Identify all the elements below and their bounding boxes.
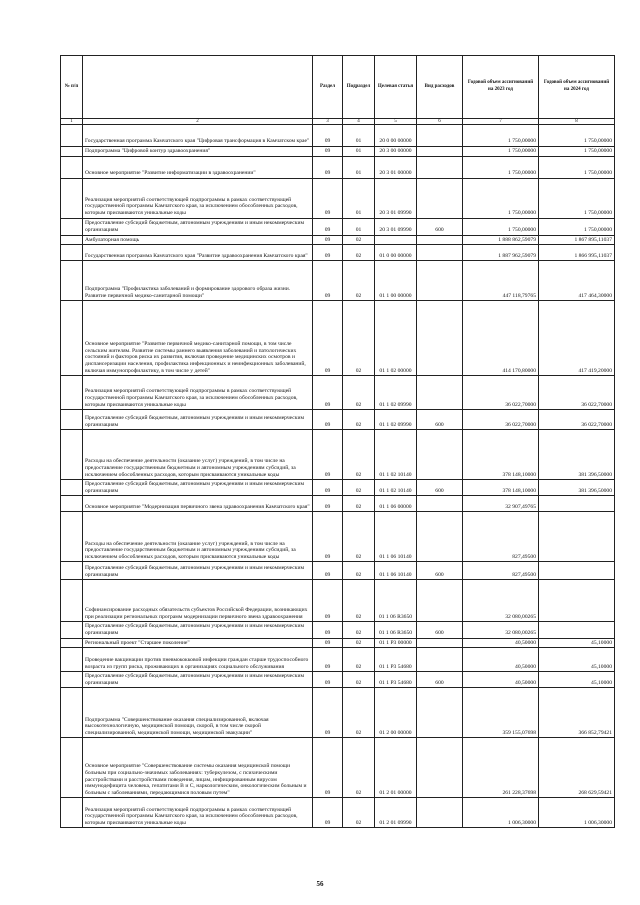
- cell-podrazdel: 02: [343, 245, 375, 261]
- cell-2024: [539, 580, 615, 622]
- cell-2024: 36 022,70000: [539, 410, 615, 430]
- cell-razdel: 09: [313, 301, 343, 376]
- cell-name: Расходы на обеспечение деятельности (оказание услуг) учреждений, в том числе на предоставление государственным бюджетным и автономным учреждениям субсидий, за исключением обособленных расходов, которым присваиваются уникальные коды: [83, 512, 313, 562]
- table-row: [61, 638, 615, 648]
- cell-name: Государственная программа Камчатского края "Цифровая трансформация в Камчатском крае": [83, 125, 313, 147]
- cell-2024: 1 750,00000: [539, 218, 615, 235]
- cell-2023: 378 148,10000: [463, 480, 539, 496]
- cell-name: Основное мероприятие "Модернизация первичного звена здравоохранения Камчатского края": [83, 496, 313, 512]
- cell-vr: 600: [417, 672, 463, 688]
- cell-2023: 1 750,00000: [463, 156, 539, 178]
- cell-vr: 600: [417, 480, 463, 496]
- cell-2023: 32 080,00265: [463, 622, 539, 638]
- cell-num: [61, 430, 83, 480]
- cell-2023: 359 155,07698: [463, 688, 539, 738]
- cell-2024: 381 396,50000: [539, 480, 615, 496]
- cell-name: Реализация мероприятий соответствующей подпрограммы в рамках соответствующей государственной программы Камчатского края, за исключением обособленных расходов, которым присваиваются уникальные коды: [83, 798, 313, 828]
- cell-2024: 1 006,30000: [539, 798, 615, 828]
- cell-vr: [417, 688, 463, 738]
- col-number: 7: [463, 119, 539, 125]
- table-row: [61, 798, 615, 828]
- cell-razdel: 09: [313, 688, 343, 738]
- cell-podrazdel: 02: [343, 410, 375, 430]
- cell-name: Предоставление субсидий бюджетным, автономным учреждениям и иным некоммерческим организациям: [83, 218, 313, 235]
- cell-razdel: 09: [313, 738, 343, 798]
- cell-name: Подпрограмма "Профилактика заболеваний и формирование здорового образа жизни. Развитие первичной медико-санитарной помощи": [83, 261, 313, 301]
- cell-num: [61, 245, 83, 261]
- cell-2023: 447 118,79765: [463, 261, 539, 301]
- cell-csr: 01 0 00 00000: [375, 245, 417, 261]
- cell-2023: 40,50000: [463, 638, 539, 648]
- cell-csr: [375, 235, 417, 245]
- cell-name: Предоставление субсидий бюджетным, автономным учреждениям и иным некоммерческим организациям: [83, 562, 313, 580]
- cell-2024: 381 396,50000: [539, 430, 615, 480]
- cell-podrazdel: 01: [343, 178, 375, 218]
- table-row: [61, 125, 615, 147]
- cell-num: [61, 376, 83, 410]
- table-row: [61, 245, 615, 261]
- table-row: [61, 178, 615, 218]
- table-row: [61, 156, 615, 178]
- cell-2023: 378 148,10000: [463, 430, 539, 480]
- cell-name: Государственная программа Камчатского края "Развитие здравоохранения Камчатского края": [83, 245, 313, 261]
- cell-vr: [417, 301, 463, 376]
- cell-num: [61, 480, 83, 496]
- cell-name: Софинансирование расходных обязательств субъектов Российской Федерации, возникающих при реализации региональных программ модернизации первичного звена здравоохранения: [83, 580, 313, 622]
- cell-vr: [417, 430, 463, 480]
- col-number: 6: [417, 119, 463, 125]
- cell-razdel: 09: [313, 147, 343, 157]
- budget-table: [60, 55, 615, 828]
- cell-2024: [539, 512, 615, 562]
- cell-name: Основное мероприятие "Развитие первичной медико-санитарной помощи, в том числе сельским жителям. Развитие системы раннего выявления заболеваний и патологических состояний и факторов риска их развития, включая проведение медицинских осмотров и диспансеризации населения, профилактика инфекционных и неинфекционных заболеваний, включая иммунопрофилактику, в том числе у детей": [83, 301, 313, 376]
- cell-vr: [417, 512, 463, 562]
- cell-csr: 20 3 01 09990: [375, 178, 417, 218]
- table-row: [61, 688, 615, 738]
- cell-2024: 1 867 895,11037: [539, 235, 615, 245]
- cell-vr: 600: [417, 562, 463, 580]
- cell-2023: 1 750,00000: [463, 218, 539, 235]
- cell-csr: 01 1 02 09990: [375, 410, 417, 430]
- cell-num: [61, 738, 83, 798]
- cell-csr: 20 0 00 00000: [375, 125, 417, 147]
- cell-vr: [417, 580, 463, 622]
- cell-name: Реализация мероприятий соответствующей подпрограммы в рамках соответствующей государственной программы Камчатского края, за исключением обособленных расходов, которым присваиваются уникальные коды: [83, 178, 313, 218]
- cell-podrazdel: 02: [343, 376, 375, 410]
- table-row: [61, 261, 615, 301]
- cell-name: Расходы на обеспечение деятельности (оказание услуг) учреждений, в том числе на предоставление государственным бюджетным и автономным учреждениям субсидий, за исключением обособленных расходов, которым присваиваются уникальные коды: [83, 430, 313, 480]
- table-row: [61, 496, 615, 512]
- cell-2023: 40,50000: [463, 648, 539, 672]
- cell-razdel: 09: [313, 512, 343, 562]
- cell-podrazdel: 02: [343, 261, 375, 301]
- cell-podrazdel: 02: [343, 480, 375, 496]
- cell-num: [61, 562, 83, 580]
- cell-2024: 1 750,00000: [539, 147, 615, 157]
- cell-razdel: 09: [313, 798, 343, 828]
- cell-razdel: 09: [313, 648, 343, 672]
- cell-num: [61, 672, 83, 688]
- cell-2024: 45,10000: [539, 648, 615, 672]
- cell-2024: 268 629,59421: [539, 738, 615, 798]
- header-csr: Целевая статья: [375, 56, 417, 119]
- cell-2023: 414 170,80000: [463, 301, 539, 376]
- cell-csr: 01 1 02 09990: [375, 376, 417, 410]
- header-row: [61, 56, 615, 119]
- cell-name: Амбулаторная помощь: [83, 235, 313, 245]
- cell-podrazdel: 02: [343, 235, 375, 245]
- cell-vr: [417, 496, 463, 512]
- cell-vr: [417, 147, 463, 157]
- cell-razdel: 09: [313, 580, 343, 622]
- cell-2023: 1 887 962,59079: [463, 245, 539, 261]
- cell-num: [61, 798, 83, 828]
- cell-razdel: 09: [313, 218, 343, 235]
- cell-vr: [417, 261, 463, 301]
- col-number: 2: [83, 119, 313, 125]
- cell-2024: 417 419,20000: [539, 301, 615, 376]
- cell-podrazdel: 01: [343, 147, 375, 157]
- col-number: 4: [343, 119, 375, 125]
- cell-razdel: 09: [313, 430, 343, 480]
- cell-name: Основное мероприятие "Развитие информатизации в здравоохранении": [83, 156, 313, 178]
- cell-num: [61, 178, 83, 218]
- table-row: [61, 512, 615, 562]
- col-number: 1: [61, 119, 83, 125]
- cell-podrazdel: 02: [343, 798, 375, 828]
- cell-2024: 45,10000: [539, 638, 615, 648]
- table-row: [61, 218, 615, 235]
- cell-name: Подпрограмма "Цифровой контур здравоохранения": [83, 147, 313, 157]
- cell-podrazdel: 02: [343, 430, 375, 480]
- table-row: [61, 147, 615, 157]
- cell-podrazdel: 02: [343, 562, 375, 580]
- cell-2023: 36 022,70000: [463, 376, 539, 410]
- cell-podrazdel: 02: [343, 688, 375, 738]
- cell-num: [61, 301, 83, 376]
- cell-2023: 40,50000: [463, 672, 539, 688]
- cell-csr: 01 1 02 10140: [375, 480, 417, 496]
- cell-2023: 1 750,00000: [463, 125, 539, 147]
- page-number: 56: [316, 880, 324, 888]
- cell-2024: 1 866 995,11037: [539, 245, 615, 261]
- cell-2024: [539, 562, 615, 580]
- cell-name: Предоставление субсидий бюджетным, автономным учреждениям и иным некоммерческим организациям: [83, 410, 313, 430]
- cell-csr: 20 3 01 09990: [375, 218, 417, 235]
- cell-2023: 1 750,00000: [463, 178, 539, 218]
- cell-name: Предоставление субсидий бюджетным, автономным учреждениям и иным некоммерческим организациям: [83, 480, 313, 496]
- cell-num: [61, 496, 83, 512]
- cell-2024: 1 750,00000: [539, 156, 615, 178]
- cell-num: [61, 512, 83, 562]
- cell-vr: [417, 738, 463, 798]
- cell-2023: 36 022,70000: [463, 410, 539, 430]
- header-2024: Годовой объем ассигнований на 2024 год: [539, 56, 615, 119]
- cell-razdel: 09: [313, 638, 343, 648]
- cell-podrazdel: 02: [343, 301, 375, 376]
- cell-podrazdel: 01: [343, 125, 375, 147]
- cell-vr: [417, 178, 463, 218]
- cell-vr: 600: [417, 622, 463, 638]
- cell-razdel: 09: [313, 496, 343, 512]
- cell-vr: [417, 638, 463, 648]
- cell-razdel: 09: [313, 178, 343, 218]
- col-number: 5: [375, 119, 417, 125]
- cell-razdel: 09: [313, 376, 343, 410]
- cell-num: [61, 156, 83, 178]
- cell-csr: 01 1 06 R3650: [375, 580, 417, 622]
- cell-podrazdel: 02: [343, 638, 375, 648]
- cell-vr: [417, 235, 463, 245]
- cell-razdel: 09: [313, 245, 343, 261]
- cell-num: [61, 235, 83, 245]
- col-number: 8: [539, 119, 615, 125]
- cell-razdel: 09: [313, 562, 343, 580]
- cell-podrazdel: 02: [343, 496, 375, 512]
- cell-podrazdel: 02: [343, 648, 375, 672]
- cell-csr: 01 1 P3 54680: [375, 672, 417, 688]
- cell-name: Проведение вакцинации против пневмококковой инфекции граждан старше трудоспособного возраста из групп риска, проживающих в организациях социального обслуживания: [83, 648, 313, 672]
- table-row: [61, 738, 615, 798]
- cell-num: [61, 218, 83, 235]
- cell-csr: 01 1 06 00000: [375, 496, 417, 512]
- cell-2023: 827,49500: [463, 562, 539, 580]
- cell-vr: [417, 156, 463, 178]
- table-row: [61, 480, 615, 496]
- col-number: 3: [313, 119, 343, 125]
- cell-csr: 01 1 P3 00000: [375, 638, 417, 648]
- cell-podrazdel: 02: [343, 738, 375, 798]
- cell-razdel: 09: [313, 622, 343, 638]
- cell-razdel: 09: [313, 261, 343, 301]
- table-row: [61, 301, 615, 376]
- cell-vr: 600: [417, 218, 463, 235]
- cell-num: [61, 125, 83, 147]
- cell-num: [61, 622, 83, 638]
- cell-num: [61, 638, 83, 648]
- cell-name: Основное мероприятие "Совершенствование системы оказания медицинской помощи больным при социально-значимых заболеваниях: туберкулезом, с психическими расстройствами и расстройствами поведения, лицам, инфицированным вирусом иммунодефицита человека, гепатитами В и С, наркологическим, онкологическим больным и больным с заболеваниями, передающимися половым путем": [83, 738, 313, 798]
- cell-2024: 417 464,30000: [539, 261, 615, 301]
- cell-csr: 01 1 00 00000: [375, 261, 417, 301]
- cell-name: Реализация мероприятий соответствующей подпрограммы в рамках соответствующей государственной программы Камчатского края, за исключением обособленных расходов, которым присваиваются уникальные коды: [83, 376, 313, 410]
- cell-name: Предоставление субсидий бюджетным, автономным учреждениям и иным некоммерческим организациям: [83, 622, 313, 638]
- cell-2023: 32 907,49765: [463, 496, 539, 512]
- cell-2023: 1 750,00000: [463, 147, 539, 157]
- cell-csr: 01 1 06 10140: [375, 512, 417, 562]
- cell-2024: 1 750,00000: [539, 178, 615, 218]
- cell-2024: [539, 496, 615, 512]
- cell-csr: 01 1 06 10140: [375, 562, 417, 580]
- cell-csr: 01 1 06 R3650: [375, 622, 417, 638]
- cell-num: [61, 261, 83, 301]
- cell-num: [61, 688, 83, 738]
- cell-razdel: 09: [313, 156, 343, 178]
- table-row: [61, 410, 615, 430]
- cell-csr: 20 3 01 00000: [375, 156, 417, 178]
- cell-2023: 1 006,30000: [463, 798, 539, 828]
- cell-podrazdel: 01: [343, 218, 375, 235]
- cell-vr: [417, 125, 463, 147]
- cell-csr: 01 1 02 00000: [375, 301, 417, 376]
- cell-2024: 366 852,79421: [539, 688, 615, 738]
- cell-2023: 827,49500: [463, 512, 539, 562]
- table-row: [61, 376, 615, 410]
- header-razdel: Раздел: [313, 56, 343, 119]
- cell-razdel: 09: [313, 480, 343, 496]
- cell-name: Подпрограмма "Совершенствование оказания специализированной, включая высокотехнологичную, медицинской помощи, скорой, в том числе скорой специализированной, медицинской помощи, медицинской эвакуации": [83, 688, 313, 738]
- table-row: [61, 648, 615, 672]
- cell-num: [61, 410, 83, 430]
- cell-num: [61, 648, 83, 672]
- cell-vr: [417, 648, 463, 672]
- cell-num: [61, 147, 83, 157]
- table-row: [61, 235, 615, 245]
- cell-razdel: 09: [313, 235, 343, 245]
- cell-vr: [417, 798, 463, 828]
- cell-razdel: 09: [313, 125, 343, 147]
- cell-2024: [539, 622, 615, 638]
- cell-name: Предоставление субсидий бюджетным, автономным учреждениям и иным некоммерческим организациям: [83, 672, 313, 688]
- cell-podrazdel: 02: [343, 580, 375, 622]
- cell-vr: [417, 245, 463, 261]
- cell-podrazdel: 02: [343, 512, 375, 562]
- cell-csr: 01 1 P3 54680: [375, 648, 417, 672]
- cell-name: Региональный проект "Старшее поколение": [83, 638, 313, 648]
- cell-2024: 1 750,00000: [539, 125, 615, 147]
- cell-2023: 32 080,00265: [463, 580, 539, 622]
- header-name: [83, 56, 313, 119]
- header-num: № п/п: [61, 56, 83, 119]
- cell-num: [61, 580, 83, 622]
- cell-csr: 01 2 00 00000: [375, 688, 417, 738]
- cell-2024: 36 022,70000: [539, 376, 615, 410]
- cell-2023: 261 228,37698: [463, 738, 539, 798]
- cell-2024: 45,10000: [539, 672, 615, 688]
- cell-vr: 600: [417, 410, 463, 430]
- table-row: [61, 430, 615, 480]
- cell-podrazdel: 01: [343, 156, 375, 178]
- table-row: [61, 580, 615, 622]
- table-row: [61, 562, 615, 580]
- cell-vr: [417, 376, 463, 410]
- cell-csr: 01 2 01 09990: [375, 798, 417, 828]
- cell-csr: 20 3 00 00000: [375, 147, 417, 157]
- table-row: [61, 622, 615, 638]
- cell-2023: 1 888 862,59079: [463, 235, 539, 245]
- table-row: [61, 672, 615, 688]
- cell-podrazdel: 02: [343, 622, 375, 638]
- cell-razdel: 09: [313, 410, 343, 430]
- cell-csr: 01 2 01 00000: [375, 738, 417, 798]
- cell-csr: 01 1 02 10140: [375, 430, 417, 480]
- header-2023: Годовой объем ассигнований на 2023 год: [463, 56, 539, 119]
- cell-podrazdel: 02: [343, 672, 375, 688]
- header-vr: Вид расходов: [417, 56, 463, 119]
- cell-razdel: 09: [313, 672, 343, 688]
- header-podrazdel: Подраздел: [343, 56, 375, 119]
